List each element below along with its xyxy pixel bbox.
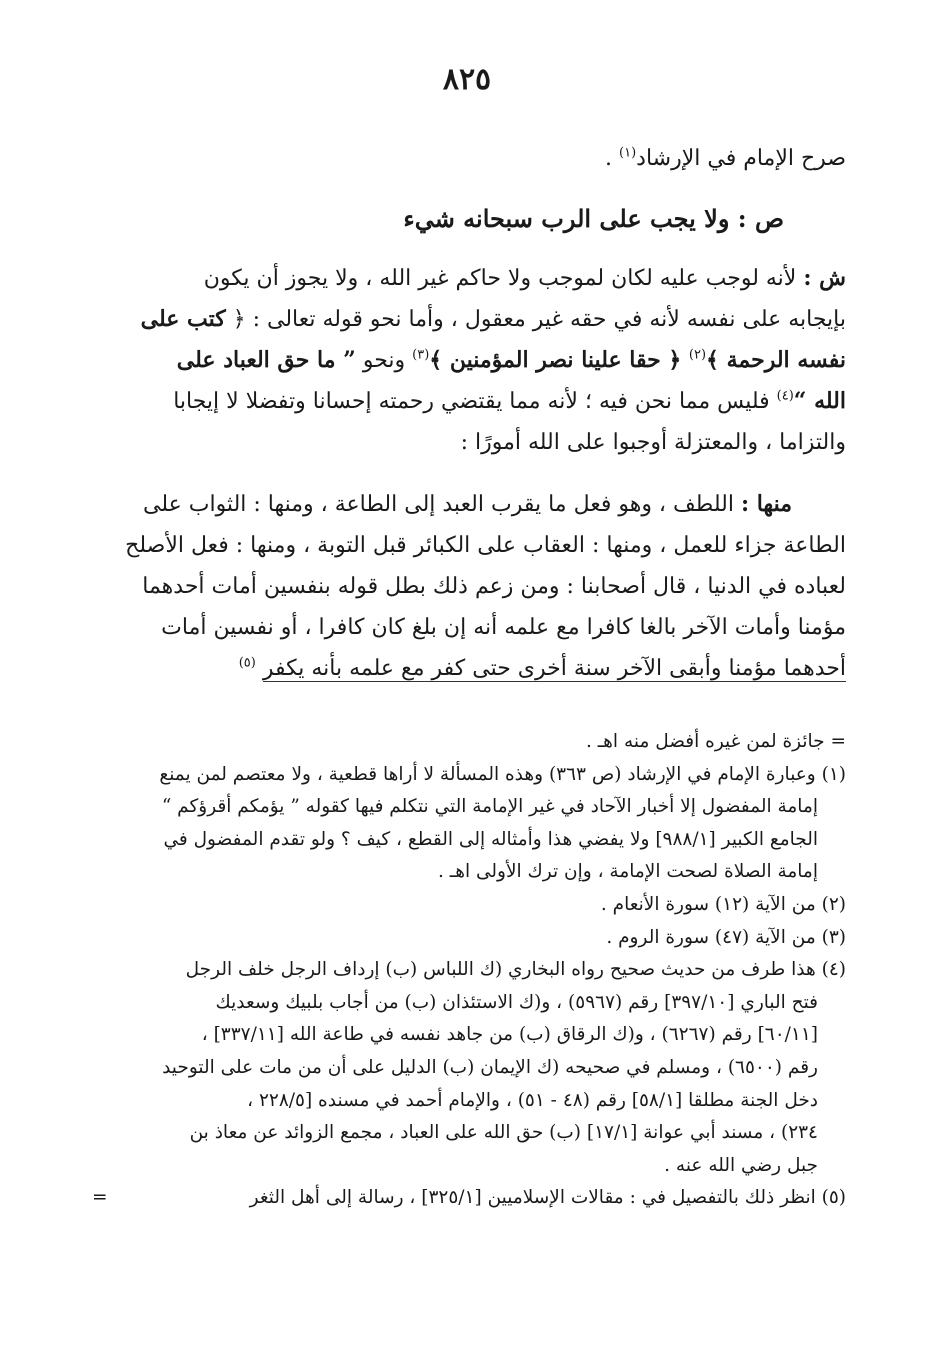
quran-quote-2: ﴿ حقا علينا نصر المؤمنين ﴾ — [429, 347, 689, 373]
footnote-1-line-1: (١) وعبارة الإمام في الإرشاد (ص ٣٦٣) وهذه المسألة لا أراها قطعية ، ولا معتصم لمن يمنع — [159, 763, 846, 785]
hadith-quote-b: الله “ — [793, 388, 846, 414]
para1-line-3-text: ونحو — [355, 348, 413, 373]
footnote-1-line-4: إمامة الصلاة لصحت الإمامة ، وإن ترك الأولى اهـ . — [438, 861, 818, 883]
text-heading-block — [94, 198, 846, 239]
footnote-ref-5: (٥) — [238, 655, 256, 671]
para2-line-3: لعباده في الدنيا ، قال أصحابنا : ومن زعم ذلك بطل قوله بنفسين أمات أحدهما — [142, 574, 846, 599]
para2-line-2: الطاعة جزاء للعمل ، ومنها : العقاب على الكبائر قبل التوبة ، ومنها : فعل الأصلح — [125, 533, 846, 558]
footnote-ref-3: (٣) — [412, 347, 430, 363]
footnote-ref-4: (٤) — [776, 388, 794, 404]
para2-line-5 — [94, 648, 846, 689]
intro-text: صرح الإمام في الإرشاد — [636, 146, 846, 171]
footnote-continuation: = جائزة لمن غيره أفضل منه اهـ . — [585, 731, 846, 752]
para2-line-1 — [94, 484, 846, 525]
para1-line-4-text: فليس مما نحن فيه ؛ لأنه مما يقتضي رحمته إحسانا وتفضلا لا إيجابا — [173, 389, 777, 414]
footnote-continues-marker: = — [92, 1187, 108, 1209]
footnote-4-line-2: فتح الباري [٣٩٧/١٠] رقم (٥٩٦٧) ، و(ك الاستئذان (ب) من أجاب بلبيك وسعديك — [215, 991, 818, 1013]
footnote-1-line-3: الجامع الكبير [٩٨٨/١] ولا يفضي هذا وأمثاله إلى القطع ، كيف ؟ ولو تقدم المفضول في — [163, 828, 818, 850]
sharh-label: ش : — [803, 265, 846, 291]
footnote-2: (٢) من الآية (١٢) سورة الأنعام . — [600, 893, 846, 915]
footnote-5 — [80, 1182, 846, 1215]
footnote-5-text: (٥) انظر ذلك بالتفصيل في : مقالات الإسلاميين [٣٢٥/١] ، رسالة إلى أهل الثغر — [249, 1187, 846, 1209]
para1-line-2-text: بإيجابه على نفسه لأنه في حقه غير معقول ، وأما نحو قوله تعالى : ﴿ — [225, 307, 846, 332]
paragraph-1 — [94, 258, 846, 463]
para1-line-5: والتزاما ، والمعتزلة أوجبوا على الله أمورًا : — [460, 430, 846, 455]
quran-quote-1b: نفسه الرحمة ﴾ — [706, 347, 846, 373]
para1-line-3 — [94, 340, 846, 381]
para1-line-1 — [94, 258, 846, 299]
intro-line — [94, 138, 846, 179]
paragraph-2 — [94, 484, 846, 689]
footnote-4-line-6: ٢٣٤) ، مسند أبي عوانة [١٧/١] (ب) حق الله على العباد ، مجمع الزوائد عن معاذ بن — [189, 1122, 818, 1144]
para2-line-4: مؤمنا وأمات الآخر بالغا كافرا مع علمه أنه إن بلغ كان كافرا ، أو نفسين أمات — [161, 615, 846, 640]
footnote-ref-1: (١) — [619, 145, 637, 161]
footnote-1-line-2: إمامة المفضول إلا أخبار الآحاد في غير الإمامة التي نتكلم فيها كقوله ” يؤمكم أقرؤكم “ — [161, 796, 818, 818]
para1-line-2 — [94, 299, 846, 340]
footnote-3: (٣) من الآية (٤٧) سورة الروم . — [606, 926, 846, 948]
intro-end: . — [605, 146, 620, 171]
text-heading: ص : ولا يجب على الرب سبحانه شيء — [403, 204, 784, 233]
footnote-4-line-1: (٤) هذا طرف من حديث صحيح رواه البخاري (ك اللباس (ب) إرداف الرجل خلف الرجل — [185, 959, 846, 981]
intro-sentence — [94, 138, 846, 179]
para2-line-5-text: أحدهما مؤمنا وأبقى الآخر سنة أخرى حتى كفر مع علمه بأنه يكفر — [262, 656, 846, 681]
footnotes — [80, 726, 846, 1215]
para2-line-1-text: اللطف ، وهو فعل ما يقرب العبد إلى الطاعة ، ومنها : الثواب على — [143, 492, 741, 517]
quran-quote-1a: كتب على — [140, 306, 226, 332]
footnote-4-line-7: جبل رضي الله عنه . — [664, 1154, 818, 1176]
page-number: ٨٢٥ — [442, 62, 492, 97]
para1-line-1-text: لأنه لوجب عليه لكان لموجب ولا حاكم غير الله ، ولا يجوز أن يكون — [203, 266, 804, 291]
minha-label: منها : — [740, 491, 792, 517]
footnote-4-line-3: [٦٠/١١] رقم (٦٢٦٧) ، و(ك الرقاق (ب) من جاهد نفسه في طاعة الله [٣٣٧/١١] ، — [201, 1024, 818, 1046]
para1-line-4 — [94, 381, 846, 422]
footnote-ref-2: (٢) — [688, 347, 707, 363]
footnote-4-line-5: دخل الجنة مطلقا [٥٨/١] رقم (٤٨ - ٥١) ، والإمام أحمد في مسنده [٢٢٨/٥ ، — [247, 1089, 818, 1111]
footnote-4-line-4: رقم (٦٥٠٠) ، ومسلم في صحيحه (ك الإيمان (ب) الدليل على أن من مات على التوحيد — [162, 1056, 818, 1078]
hadith-quote-a: ” ما حق العباد على — [176, 347, 356, 373]
